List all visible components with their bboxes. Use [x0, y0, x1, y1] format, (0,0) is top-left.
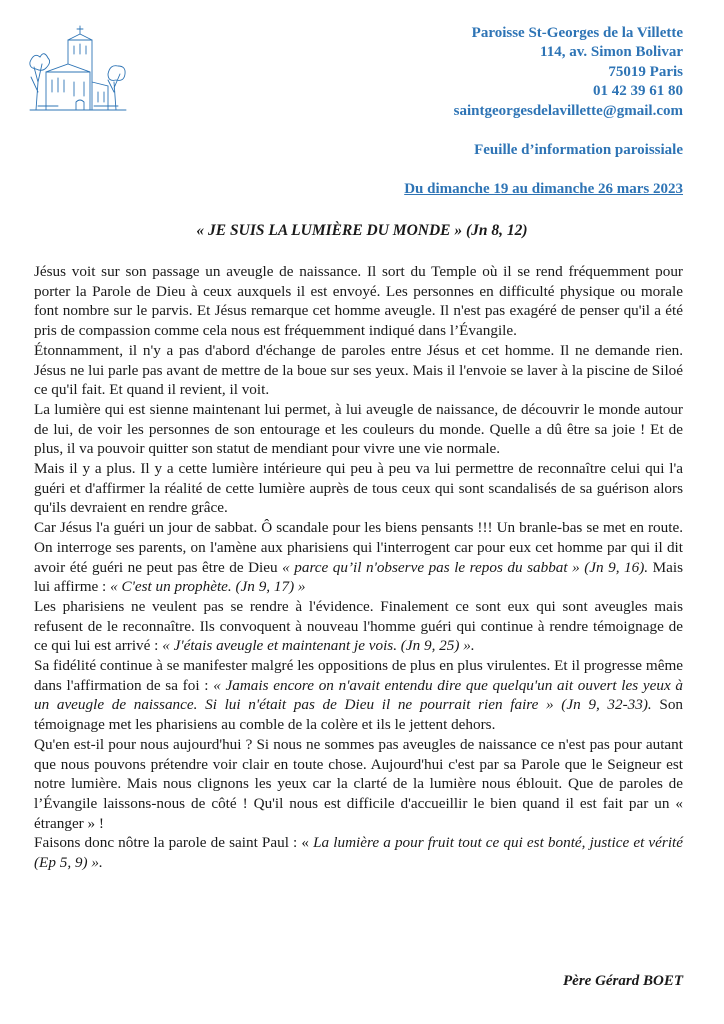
paragraph: [34, 735, 683, 834]
quote-text: « Jamais encore on n'avait entendu dire que quelqu'un ait ouvert les yeux à un aveugle de naissance. Si lui n'était pas de Dieu il ne pourrait rien faire » (Jn 9, 32-33).: [34, 676, 683, 714]
paragraph-text: Les pharisiens ne veulent pas se rendre à l'évidence. Finalement ce sont eux qui sont aveugles mais refusent de le reconnaître. Ils convoquent à nouveau l'homme guéri qui continue à rendre témoignage de ce qui lui est arrivé :: [34, 597, 683, 655]
parish-email[interactable]: saintgeorgesdelavillette@gmail.com: [453, 102, 683, 119]
sheet-title: Feuille d’information paroissiale: [474, 142, 683, 159]
paragraph: [34, 400, 683, 459]
parish-header: [404, 24, 683, 200]
quote-text: « C'est un prophète. (Jn 9, 17) »: [110, 578, 306, 596]
paragraph-text: Mais il y a plus. Il y a cette lumière intérieure qui peu à peu va lui permettre de reconnaître celui qui l'a guéri et d'affirmer la réalité de cette lumière auprès de tous ceux qui sont scandalisés de sa guérison alors qu'ils devraient en rendre grâce.: [34, 460, 683, 517]
quote-text: La lumière a pour fruit tout ce qui est bonté, justice et vérité (Ep 5, 9) ».: [34, 834, 683, 872]
paragraph-text: La lumière qui est sienne maintenant lui permet, à lui aveugle de naissance, de découvrir le monde autour de lui, de voir les personnes de son entourage et les couleurs du monde. Quelle a dû être sa joie ! Et de plus, il va pouvoir quitter son statut de mendiant pour vivre une vie normale.: [34, 400, 683, 458]
quote-text: « J'étais aveugle et maintenant je vois. (Jn 9, 25) ».: [162, 637, 475, 655]
parish-phone: 01 42 39 61 80: [593, 83, 683, 100]
paragraph-text: Son témoignage met les pharisiens au comble de la colère et ils le jettent dehors.: [34, 696, 684, 734]
paragraph: [34, 262, 683, 341]
paragraph: [34, 833, 683, 872]
paragraph-text: Sa fidélité continue à se manifester malgré les oppositions de plus en plus virulentes. Et il progresse même dans l'affirmation de sa foi :: [34, 657, 683, 694]
paragraph-text: Car Jésus l'a guéri un jour de sabbat. Ô scandale pour les biens pensants !!! Un branle-bas se met en route. On interroge ses parents, on l'amène aux pharisiens qui l'interrogent car pour eux cet homme par qui il dit avoir été guéri ne peut pas être de Dieu: [34, 519, 683, 576]
article-body: [34, 262, 683, 873]
paragraph: [34, 459, 683, 518]
church-drawing-icon: [28, 22, 128, 112]
parish-name: Paroisse St-Georges de la Villette: [471, 25, 683, 41]
signature: Père Gérard BOET: [563, 973, 683, 989]
paragraph: [34, 656, 683, 735]
date-range: Du dimanche 19 au dimanche 26 mars 2023: [404, 181, 683, 198]
paragraph: [34, 341, 683, 400]
paragraph-text: Faisons donc nôtre la parole de saint Paul : «: [34, 834, 314, 852]
paragraph: [34, 518, 683, 597]
quote-text: « parce qu’il n'observe pas le repos du sabbat » (Jn 9, 16).: [282, 558, 649, 576]
paragraph: [34, 597, 683, 656]
page-title: « JE SUIS LA LUMIÈRE DU MONDE » (Jn 8, 12): [196, 222, 528, 239]
paragraph-text: Jésus voit sur son passage un aveugle de naissance. Il sort du Temple où il se rend fréquemment pour porter la Parole de Dieu à ceux auxquels il est envoyé. Les personnes en difficulté physique ou morale font nombre sur le parvis. Et Jésus remarque cet homme aveugle. Il n'est pas exagéré de penser qu'il a été pris de compassion comme cela nous est fréquemment indiqué dans l’Évangile.: [34, 263, 683, 340]
paragraph-text: Qu'en est-il pour nous aujourd'hui ? Si nous ne sommes pas aveugles de naissance ce n'est pas pour autant que nous pouvons prétendre voir clair en toute chose. Aujourd'hui c'est par sa Parole que le Seigneur est notre lumière. Mais nous clignons les yeux car la clarté de la lumière nous éblouit. Que de paroles de l’Évangile laissons-nous de côté ! Qu'il nous est difficile d'accueillir le bien quand il est fait par un « étranger » !: [34, 735, 683, 832]
parish-address: 114, av. Simon Bolivar: [540, 44, 683, 61]
parish-city: 75019 Paris: [608, 63, 683, 80]
paragraph-text: Mais lui affirme :: [34, 558, 683, 596]
paragraph-text: Étonnamment, il n'y a pas d'abord d'échange de paroles entre Jésus et cet homme. Il ne demande rien. Jésus ne lui parle pas avant de mettre de la boue sur ses yeux. Mais il l'envoie se laver à la piscine de Siloé ce qu'il fait. Et quand il revient, il voit.: [34, 341, 683, 399]
